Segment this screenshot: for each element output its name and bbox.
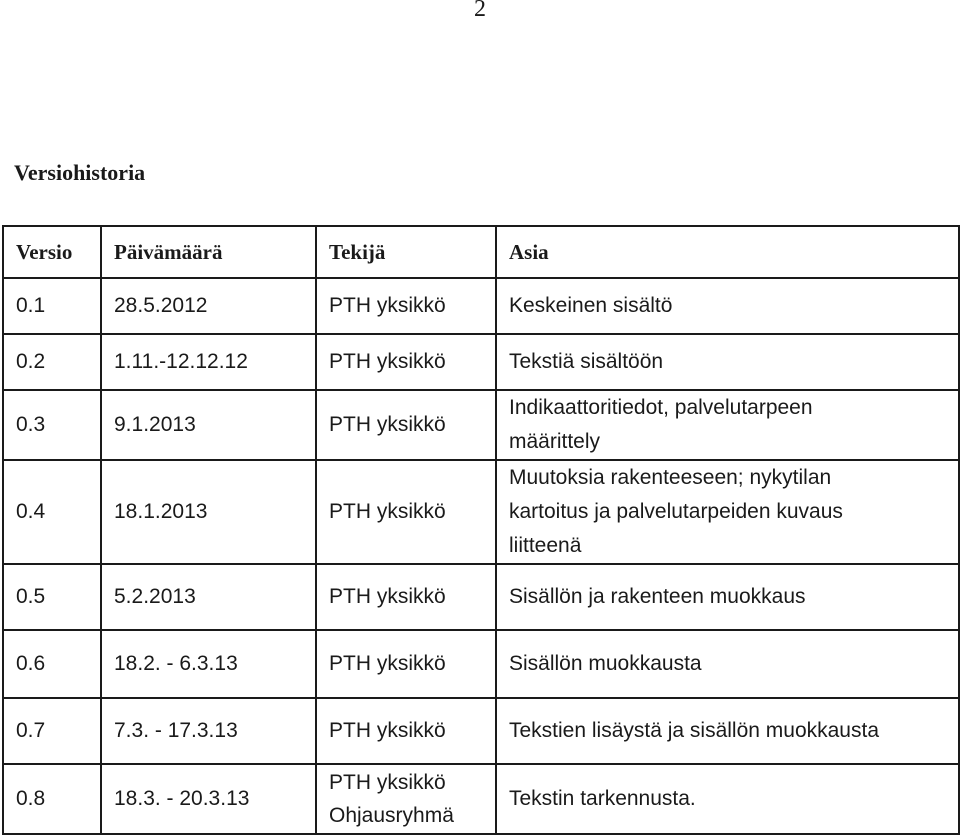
cell-asia-line: Tekstiä sisältöön <box>509 350 664 373</box>
cell-asia <box>496 390 959 460</box>
cell-asia <box>496 334 959 390</box>
table-header-row <box>3 226 959 278</box>
cell-paivamaara: 18.1.2013 <box>101 460 316 564</box>
cell-tekija-line: Ohjausryhmä <box>329 804 454 827</box>
table-row <box>3 278 959 334</box>
column-header-asia: Asia <box>496 226 959 278</box>
cell-asia <box>496 564 959 630</box>
column-header-versio: Versio <box>3 226 101 278</box>
table-row <box>3 460 959 564</box>
cell-asia-line: Keskeinen sisältö <box>509 294 673 317</box>
cell-asia <box>496 278 959 334</box>
table-row <box>3 334 959 390</box>
table-row <box>3 698 959 764</box>
cell-tekija <box>316 278 496 334</box>
cell-versio: 0.2 <box>3 334 101 390</box>
cell-tekija <box>316 764 496 834</box>
cell-paivamaara: 1.11.-12.12.12 <box>101 334 316 390</box>
cell-versio: 0.6 <box>3 630 101 698</box>
table-row <box>3 630 959 698</box>
cell-asia-line: Sisällön muokkausta <box>509 652 702 675</box>
version-history-table <box>2 225 960 835</box>
cell-asia-line: Sisällön ja rakenteen muokkaus <box>509 585 806 608</box>
cell-tekija <box>316 630 496 698</box>
cell-tekija <box>316 564 496 630</box>
cell-asia <box>496 460 959 564</box>
cell-asia-line: Indikaattoritiedot, palvelutarpeen <box>509 396 813 419</box>
cell-versio: 0.1 <box>3 278 101 334</box>
cell-asia <box>496 630 959 698</box>
cell-tekija-line: PTH yksikkö <box>329 413 446 436</box>
cell-tekija-line: PTH yksikkö <box>329 350 446 373</box>
cell-tekija-line: PTH yksikkö <box>329 719 446 742</box>
table-row <box>3 564 959 630</box>
cell-versio: 0.5 <box>3 564 101 630</box>
cell-asia <box>496 698 959 764</box>
cell-paivamaara: 18.2. - 6.3.13 <box>101 630 316 698</box>
cell-tekija <box>316 334 496 390</box>
cell-paivamaara: 28.5.2012 <box>101 278 316 334</box>
cell-asia <box>496 764 959 834</box>
cell-asia-line: Tekstin tarkennusta. <box>509 787 696 810</box>
cell-tekija-line: PTH yksikkö <box>329 771 446 794</box>
cell-tekija-line: PTH yksikkö <box>329 652 446 675</box>
cell-asia-line: kartoitus ja palvelutarpeiden kuvaus <box>509 500 843 523</box>
cell-versio: 0.8 <box>3 764 101 834</box>
cell-paivamaara: 5.2.2013 <box>101 564 316 630</box>
cell-versio: 0.7 <box>3 698 101 764</box>
cell-asia-line: Muutoksia rakenteeseen; nykytilan <box>509 466 832 489</box>
cell-tekija <box>316 698 496 764</box>
table-row <box>3 764 959 834</box>
cell-versio: 0.3 <box>3 390 101 460</box>
cell-asia-line: liitteenä <box>509 534 582 557</box>
cell-asia-line: Tekstien lisäystä ja sisällön muokkausta <box>509 719 880 742</box>
cell-tekija-line: PTH yksikkö <box>329 500 446 523</box>
page-title: Versiohistoria <box>14 160 146 185</box>
cell-tekija-line: PTH yksikkö <box>329 294 446 317</box>
page-number: 2 <box>474 0 486 22</box>
column-header-paivamaara: Päivämäärä <box>101 226 316 278</box>
cell-paivamaara: 9.1.2013 <box>101 390 316 460</box>
cell-paivamaara: 7.3. - 17.3.13 <box>101 698 316 764</box>
cell-tekija-line: PTH yksikkö <box>329 585 446 608</box>
table-row <box>3 390 959 460</box>
cell-tekija <box>316 390 496 460</box>
cell-paivamaara: 18.3. - 20.3.13 <box>101 764 316 834</box>
cell-asia-line: määrittely <box>509 430 601 453</box>
cell-tekija <box>316 460 496 564</box>
column-header-tekija: Tekijä <box>316 226 496 278</box>
cell-versio: 0.4 <box>3 460 101 564</box>
table-body <box>3 278 959 834</box>
